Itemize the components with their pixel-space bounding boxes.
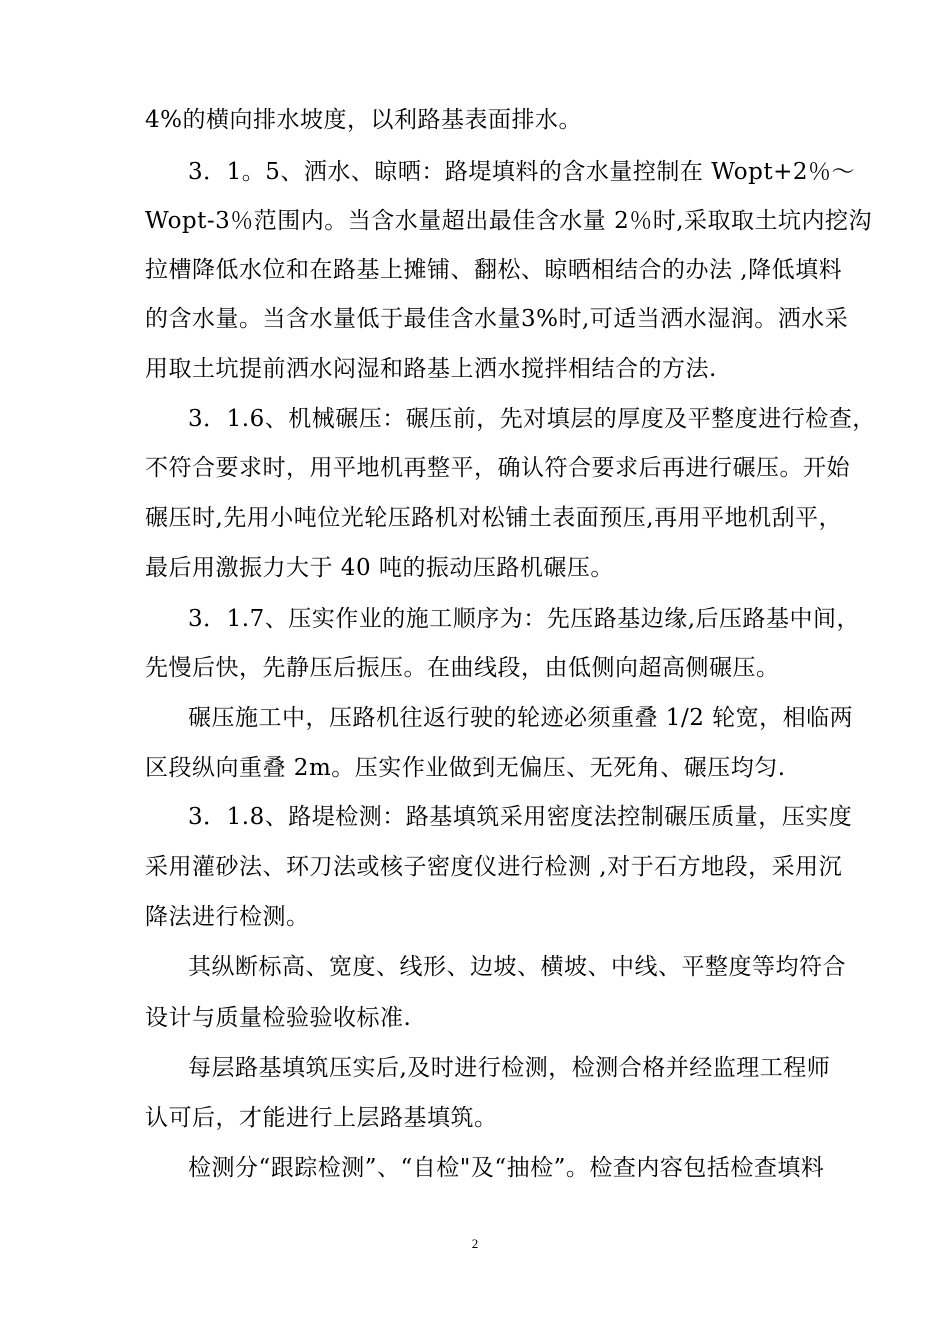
- text-line-12: 先慢后快，先静压后振压。在曲线段，由低侧向超高侧碾压。: [145, 655, 780, 681]
- text-line-16: 采用灌砂法、环刀法或核子密度仪进行检测 ,对于石方地段，采用沉: [145, 854, 843, 880]
- text-line-5: 的含水量。当含水量低于最佳含水量3%时,可适当洒水湿润。洒水采: [145, 306, 849, 332]
- text-line-17: 降法进行检测。: [145, 904, 310, 930]
- page-number: 2: [471, 1236, 479, 1251]
- text-line-13: 碾压施工中，压路机往返行驶的轮迹必须重叠 1/2 轮宽，相临两: [188, 705, 854, 731]
- text-line-15: 3．1.8、路堤检测：路基填筑采用密度法控制碾压质量，压实度: [188, 804, 853, 830]
- text-line-6: 用取土坑提前洒水闷湿和路基上洒水搅拌相结合的方法.: [145, 356, 717, 382]
- text-line-10: 最后用激振力大于 40 吨的振动压路机碾压。: [145, 555, 614, 581]
- text-line-22: 检测分“跟踪检测”、“自检"及“抽检”。检查内容包括检查填料: [188, 1155, 825, 1181]
- text-line-7: 3．1.6、机械碾压：碾压前，先对填层的厚度及平整度进行检查，: [188, 406, 876, 432]
- text-line-18: 其纵断标高、宽度、线形、边坡、横坡、中线、平整度等均符合: [188, 954, 846, 980]
- text-line-19: 设计与质量检验验收标准.: [145, 1005, 412, 1031]
- text-line-8: 不符合要求时，用平地机再整平，确认符合要求后再进行碾压。开始: [145, 455, 850, 481]
- text-line-21: 认可后，才能进行上层路基填筑。: [145, 1105, 498, 1131]
- text-line-9: 碾压时,先用小吨位光轮压路机对松铺土表面预压,再用平地机刮平，: [145, 505, 843, 531]
- text-line-3: Wopt-3％范围内。当含水量超出最佳含水量 2％时,采取取土坑内挖沟: [145, 208, 873, 234]
- text-line-11: 3．1.7、压实作业的施工顺序为：先压路基边缘,后压路基中间，: [188, 606, 861, 632]
- text-line-2: 3．1。5、洒水、晾晒：路堤填料的含水量控制在 Wopt+2％～: [188, 159, 856, 185]
- text-line-1: 4%的横向排水坡度，以利路基表面排水。: [145, 107, 582, 133]
- text-line-14: 区段纵向重叠 2m。压实作业做到无偏压、无死角、碾压均匀.: [145, 755, 786, 781]
- text-line-4: 拉槽降低水位和在路基上摊铺、翻松、晾晒相结合的办法 ,降低填料: [145, 257, 843, 283]
- text-line-20: 每层路基填筑压实后,及时进行检测，检测合格并经监理工程师: [188, 1055, 831, 1081]
